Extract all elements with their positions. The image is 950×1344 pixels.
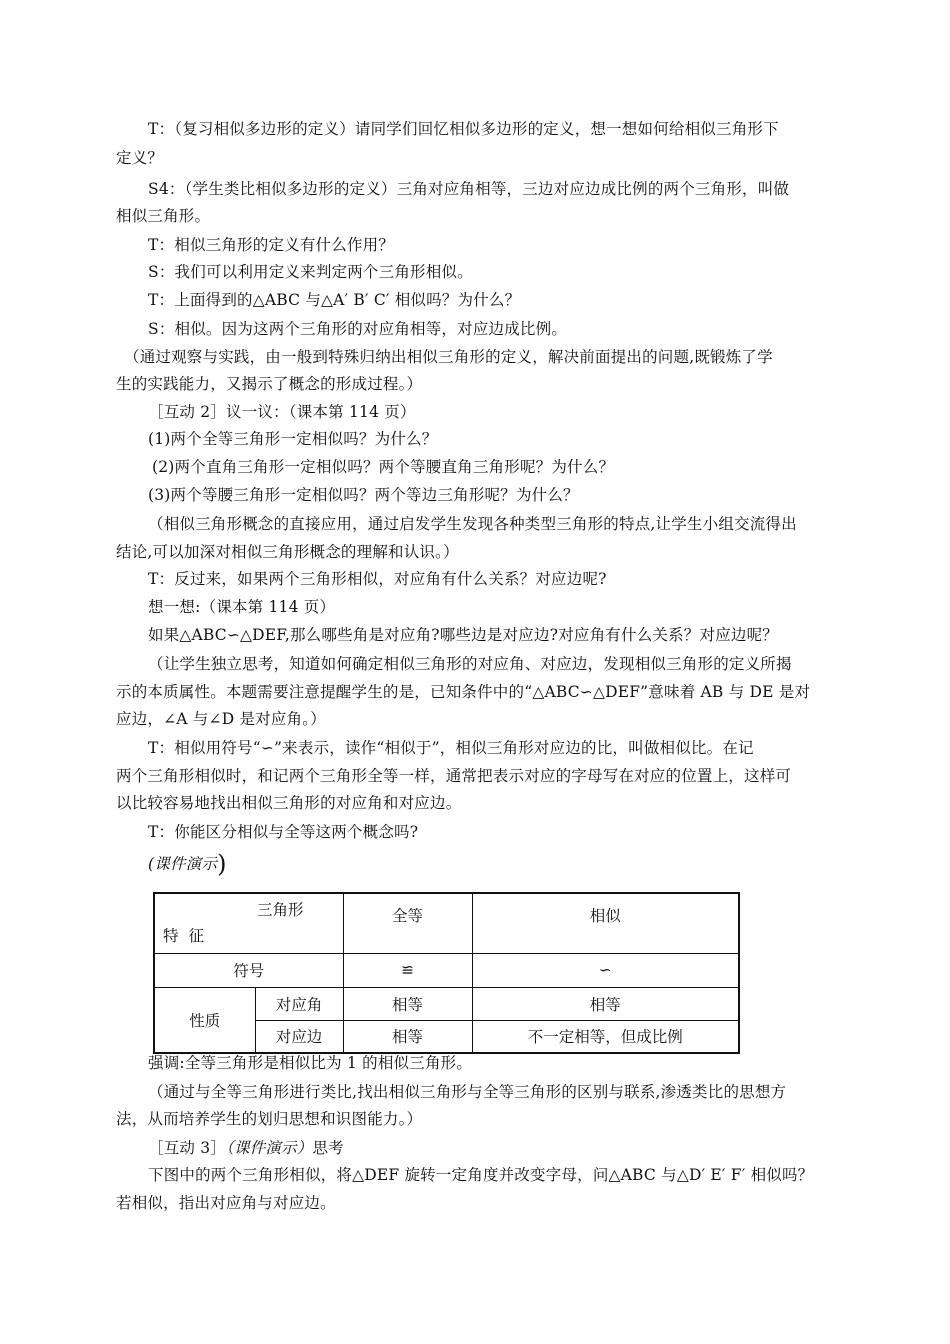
paragraph-line: 应边，∠A 与∠D 是对应角。） [116,710,326,728]
heading-interaction-2: ［互动 2］议一议：（课本第 114 页） [148,403,416,421]
angle-congruent: 相等 [343,987,472,1020]
paragraph-line: T：上面得到的△ABC 与△A′ B′ C′ 相似吗？为什么？ [148,291,521,309]
col-header-congruent: 全等 [343,893,472,953]
sub-label-angle: 对应角 [255,987,343,1020]
paragraph-line: 生的实践能力，又揭示了概念的形成过程。） [116,375,423,393]
side-similar: 不一定相等，但成比例 [472,1020,739,1053]
paragraph-line: 若相似，指出对应角与对应边。 [116,1194,336,1212]
paragraph-line: （通过观察与实践，由一般到特殊归纳出相似三角形的定义，解决前面提出的问题,既锻炼了学 [124,348,773,366]
row-label-property: 性质 [154,987,255,1053]
paragraph-line: 如果△ABC∽△DEF,那么哪些角是对应角?哪些边是对应边?对应角有什么关系？对应边呢？ [148,626,778,644]
interaction3-demo: （课件演示） [226,1139,313,1157]
paragraph-line: T：你能区分相似与全等这两个概念吗? [148,823,419,841]
header-bottom-label: 特征 [163,927,215,945]
header-diagonal-cell [154,893,343,953]
table-row [154,893,739,953]
paragraph-line: 想一想:（课本第 114 页） [148,598,336,616]
angle-similar: 相等 [472,987,739,1020]
question-item: (2)两个直角三角形一定相似吗？两个等腰直角三角形呢？为什么？ [152,458,615,476]
paragraph-line: T：（复习相似多边形的定义）请同学们回忆相似多边形的定义，想一想如何给相似三角形下 [148,120,779,138]
paragraph-line: 下图中的两个三角形相似，将△DEF 旋转一定角度并改变字母，问△ABC 与△D′ E′ F′ 相似吗？ [148,1166,814,1184]
paragraph-line: （相似三角形概念的直接应用，通过启发学生发现各种类型三角形的特点,让学生小组交流得出 [148,515,797,533]
paragraph-line: 定义？ [116,149,164,167]
row-label-symbol: 符号 [154,953,343,987]
paragraph-line: 两个三角形相似时，和记两个三角形全等一样，通常把表示对应的字母写在对应的位置上，这样可 [116,767,792,785]
emphasis-line: 强调:全等三角形是相似比为 1 的相似三角形。 [148,1054,473,1072]
paragraph-line: T：相似三角形的定义有什么作用？ [148,236,395,254]
interaction3-suffix: 思考 [312,1139,344,1157]
symbol-similar: ∽ [472,953,739,987]
courseware-demo-label [148,850,227,878]
paragraph-line: 示的本质属性。本题需要注意提醒学生的是，已知条件中的“△ABC∽△DEF”意味着 AB 与 DE 是对 [116,683,811,701]
heading-interaction-3 [148,1137,344,1159]
table-row [154,953,739,987]
paragraph-line: S4：（学生类比相似多边形的定义）三角对应角相等，三边对应边成比例的两个三角形，叫做 [148,180,790,198]
paragraph-line: 结论,可以加深对相似三角形概念的理解和认识。） [116,543,459,561]
col-header-similar: 相似 [472,893,739,953]
paragraph-line: T：反过来，如果两个三角形相似，对应角有什么关系？对应边呢? [148,570,607,588]
paragraph-line: S：相似。因为这两个三角形的对应角相等，对应边成比例。 [148,320,568,338]
paragraph-line: （通过与全等三角形进行类比,找出相似三角形与全等三角形的区别与联系,渗透类比的思想方 [148,1083,787,1101]
interaction3-prefix: ［互动 3］ [148,1139,226,1157]
sub-label-side: 对应边 [255,1020,343,1053]
paragraph-line: 以比较容易地找出相似三角形的对应角和对应边。 [116,794,462,812]
question-item: (3)两个等腰三角形一定相似吗？两个等边三角形呢？为什么？ [148,486,579,504]
side-congruent: 相等 [343,1020,472,1053]
paragraph-line: S：我们可以利用定义来判定两个三角形相似。 [148,263,473,281]
paragraph-line: （让学生独立思考，知道如何确定相似三角形的对应角、对应边，发现相似三角形的定义所揭 [148,655,792,673]
header-top-label: 三角形 [257,901,304,919]
paragraph-line: 法，从而培养学生的划归思想和识图能力。） [116,1110,423,1128]
paragraph-line: T：相似用符号“∽”来表示，读作“相似于”，相似三角形对应边的比，叫做相似比。在记 [148,739,754,757]
question-item: (1)两个全等三角形一定相似吗？为什么？ [148,430,438,448]
demo-label-close: ) [217,850,227,878]
paragraph-line: 相似三角形。 [116,207,211,225]
comparison-table [153,892,740,1054]
symbol-congruent: ≌ [343,953,472,987]
demo-label-text: (课件演示 [148,855,218,873]
table-row [154,987,739,1020]
